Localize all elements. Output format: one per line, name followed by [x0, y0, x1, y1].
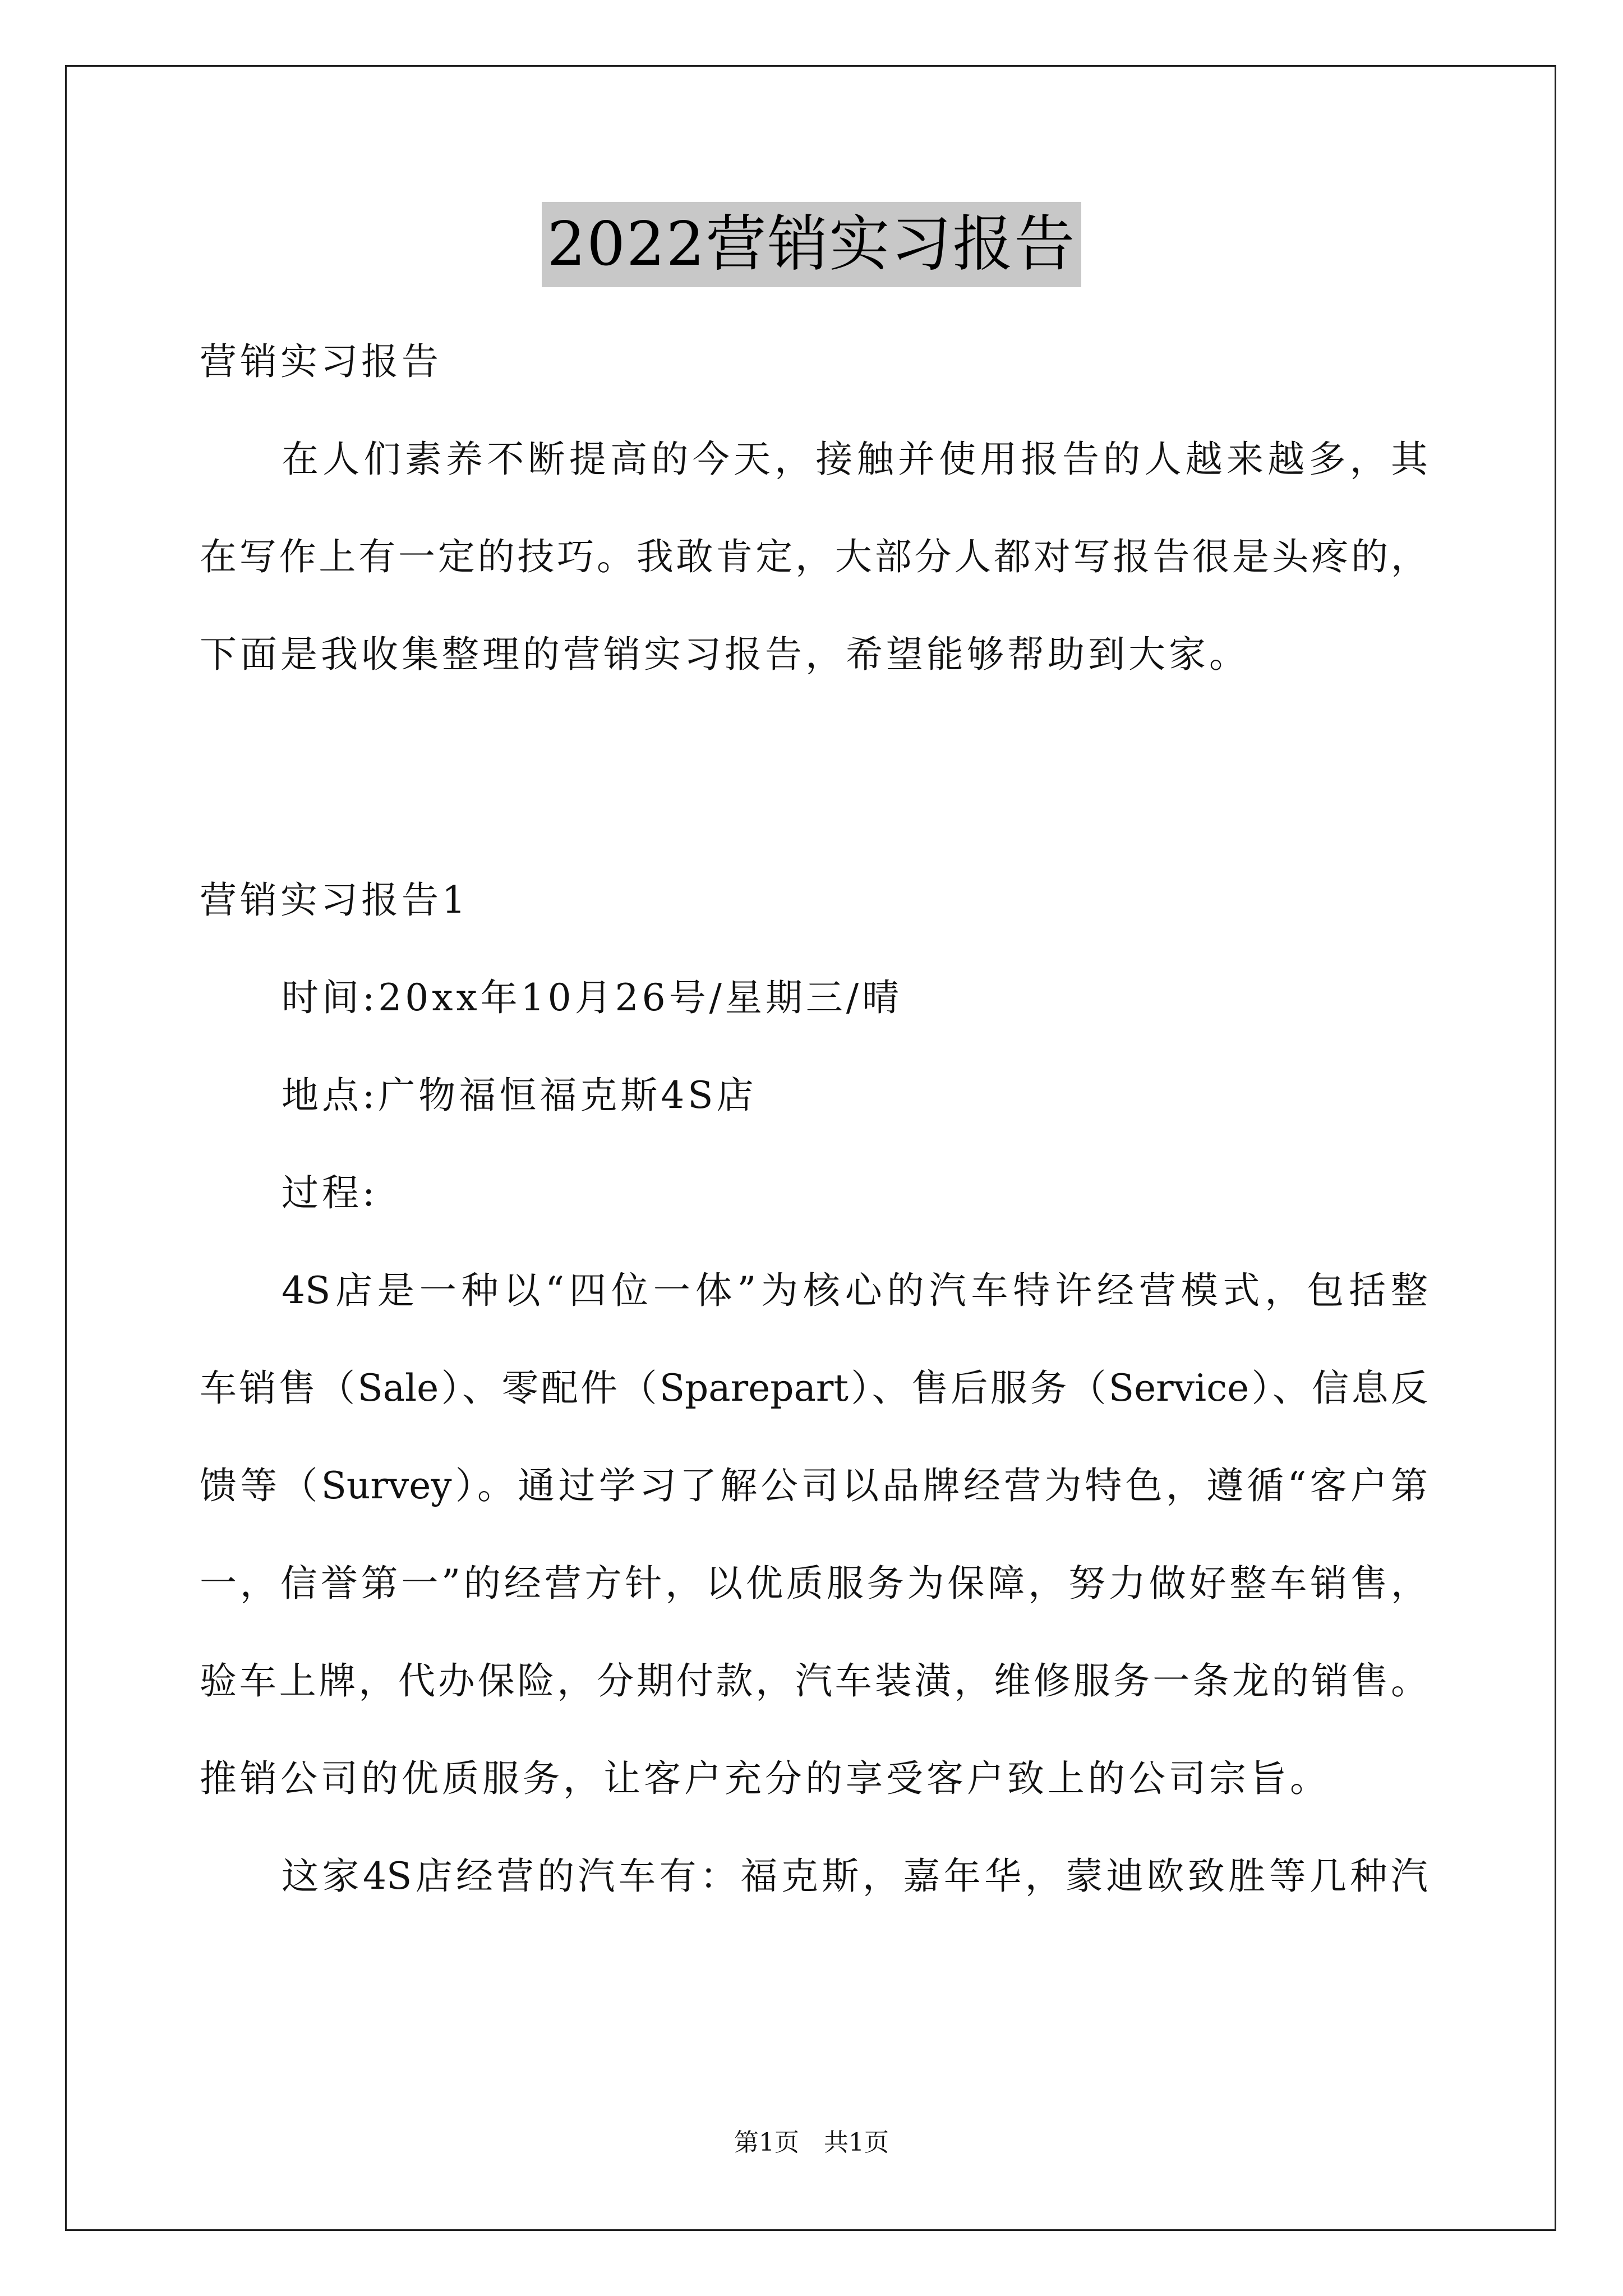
body-line: 验车上牌，代办保险，分期付款，汽车装潢，维修服务一条龙的销售。 — [200, 1659, 1428, 1703]
report-1-heading: 营销实习报告1 — [200, 878, 469, 922]
intro-line: 在写作上有一定的技巧。我敢肯定，大部分人都对写报告很是头疼的， — [200, 535, 1428, 578]
body-line: 这家4S店经营的汽车有：福克斯，嘉年华，蒙迪欧致胜等几种汽 — [282, 1855, 1428, 1898]
body-line: 推销公司的优质服务，让客户充分的享受客户致上的公司宗旨。 — [200, 1757, 1330, 1800]
body-line: 4S店是一种以“四位一体”为核心的汽车特许经营模式，包括整 — [282, 1269, 1428, 1312]
body-line: 一，信誉第一”的经营方针，以优质服务为保障，努力做好整车销售， — [200, 1562, 1428, 1605]
body-line: 馈等（Survey）。通过学习了解公司以品牌经营为特色，遵循“客户第 — [200, 1464, 1428, 1507]
section-heading: 营销实习报告 — [200, 340, 442, 383]
title-container — [0, 202, 1623, 287]
page-border — [65, 65, 1556, 2231]
report-place: 地点:广物福恒福克斯4S店 — [282, 1074, 757, 1117]
report-process-label: 过程: — [282, 1171, 379, 1214]
intro-line: 在人们素养不断提高的今天，接触并使用报告的人越来越多，其 — [282, 438, 1428, 481]
body-line: 车销售（Sale）、零配件（Sparepart）、售后服务（Service）、信息反 — [200, 1366, 1428, 1410]
intro-line: 下面是我收集整理的营销实习报告，希望能够帮助到大家。 — [200, 633, 1249, 676]
page-number-footer: 第1页 共1页 — [734, 2128, 889, 2157]
document-title: 2022营销实习报告 — [542, 202, 1082, 287]
report-time: 时间:20xx年10月26号/星期三/晴 — [282, 976, 903, 1019]
